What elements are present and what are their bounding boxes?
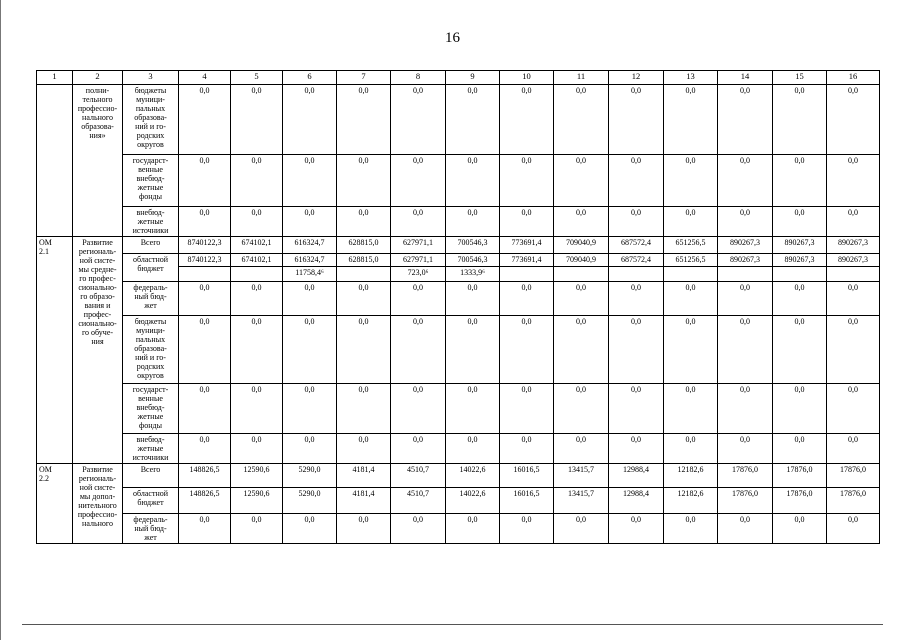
value-cell: 4510,7 (391, 488, 446, 514)
value-main: 616324,7 (283, 254, 336, 267)
value-note (181, 267, 228, 268)
value-main: 890267,3 (827, 254, 879, 267)
value-cell: 709040,9 (554, 237, 609, 254)
value-cell: 0,0 (500, 434, 554, 464)
value-cell: 0,0 (283, 155, 337, 207)
value-cell: 0,0 (391, 282, 446, 316)
funding-source-cell: внебюд- жетные источники (123, 207, 179, 237)
value-cell: 4181,4 (337, 488, 391, 514)
value-cell: 0,0 (827, 282, 880, 316)
value-cell: 0,0 (664, 155, 718, 207)
value-cell: 0,0 (391, 384, 446, 434)
value-cell (773, 254, 827, 282)
value-cell: 0,0 (827, 155, 880, 207)
value-main: 628815,0 (337, 254, 390, 267)
table-row (37, 85, 880, 155)
value-cell: 0,0 (554, 282, 609, 316)
value-cell (500, 254, 554, 282)
value-split (233, 254, 280, 268)
value-cell: 4510,7 (391, 464, 446, 488)
value-cell: 17876,0 (773, 464, 827, 488)
value-cell: 0,0 (283, 434, 337, 464)
value-split (829, 254, 877, 268)
value-cell: 12182,6 (664, 464, 718, 488)
value-cell: 0,0 (179, 514, 231, 544)
measure-code-cell: ОМ 2.1 (37, 237, 73, 464)
funding-source-cell: бюджеты муници- пальных образова- ний и го- родских округов (123, 316, 179, 384)
value-cell: 0,0 (391, 207, 446, 237)
value-cell: 890267,3 (827, 237, 880, 254)
value-main: 890267,3 (718, 254, 772, 267)
measure-code-cell: ОМ 2.2 (37, 464, 73, 544)
value-cell: 0,0 (609, 514, 664, 544)
value-split (393, 254, 443, 277)
value-cell: 0,0 (773, 85, 827, 155)
value-cell (283, 254, 337, 282)
value-cell (718, 254, 773, 282)
value-cell: 773691,4 (500, 237, 554, 254)
value-cell: 0,0 (179, 207, 231, 237)
header-row (37, 71, 880, 85)
value-cell: 12988,4 (609, 464, 664, 488)
measure-name-cell: полни- тельного профессио- нального образова- ния» (73, 85, 123, 237)
page-edge (0, 0, 1, 640)
value-note (720, 267, 770, 268)
value-cell: 0,0 (283, 207, 337, 237)
value-cell: 0,0 (609, 316, 664, 384)
value-cell: 0,0 (827, 85, 880, 155)
value-cell: 0,0 (554, 514, 609, 544)
value-cell: 0,0 (773, 282, 827, 316)
value-cell: 17876,0 (773, 488, 827, 514)
value-cell: 687572,4 (609, 237, 664, 254)
funding-source-cell: внебюд- жетные источники (123, 434, 179, 464)
value-cell: 0,0 (609, 155, 664, 207)
value-cell (664, 254, 718, 282)
value-cell: 0,0 (664, 434, 718, 464)
value-cell: 0,0 (337, 384, 391, 434)
value-note: 723,0⁶ (407, 268, 429, 277)
value-cell: 0,0 (283, 282, 337, 316)
value-cell: 12988,4 (609, 488, 664, 514)
value-cell: 17876,0 (827, 464, 880, 488)
value-cell: 0,0 (283, 85, 337, 155)
value-main: 651256,5 (664, 254, 717, 267)
value-cell: 674102,1 (231, 237, 283, 254)
value-cell: 0,0 (827, 434, 880, 464)
value-cell: 5290,0 (283, 464, 337, 488)
value-cell (446, 254, 500, 282)
value-cell: 0,0 (179, 155, 231, 207)
value-cell: 0,0 (773, 384, 827, 434)
value-note (611, 267, 661, 268)
value-cell: 12590,6 (231, 488, 283, 514)
value-cell: 0,0 (231, 514, 283, 544)
funding-source-cell: Всего (123, 464, 179, 488)
page-bottom-rule (22, 624, 883, 625)
value-cell: 0,0 (500, 207, 554, 237)
value-note (339, 267, 388, 268)
header-cell: 11 (554, 71, 609, 85)
value-cell: 0,0 (446, 155, 500, 207)
value-cell: 17876,0 (718, 464, 773, 488)
value-cell: 0,0 (554, 434, 609, 464)
value-note (233, 267, 280, 268)
table-row (37, 384, 880, 434)
funding-source-cell: областной бюджет (123, 254, 179, 282)
value-cell: 0,0 (179, 434, 231, 464)
header-cell: 14 (718, 71, 773, 85)
value-cell: 0,0 (718, 316, 773, 384)
header-cell: 12 (609, 71, 664, 85)
header-cell: 2 (73, 71, 123, 85)
value-cell (827, 254, 880, 282)
value-cell: 148826,5 (179, 488, 231, 514)
value-split (720, 254, 770, 268)
value-cell: 0,0 (827, 316, 880, 384)
funding-source-cell: федераль- ный бюд- жет (123, 514, 179, 544)
value-main: 773691,4 (500, 254, 553, 267)
value-cell: 627971,1 (391, 237, 446, 254)
value-cell: 0,0 (446, 85, 500, 155)
value-cell: 0,0 (500, 316, 554, 384)
funding-source-cell: государст- венные внебюд- жетные фонды (123, 384, 179, 434)
value-main: 700546,3 (446, 254, 499, 267)
value-cell: 0,0 (773, 514, 827, 544)
value-cell: 17876,0 (827, 488, 880, 514)
value-split (339, 254, 388, 268)
value-main: 627971,1 (391, 254, 445, 267)
value-split (666, 254, 715, 268)
value-cell: 0,0 (337, 207, 391, 237)
value-cell: 4181,4 (337, 464, 391, 488)
value-cell: 890267,3 (718, 237, 773, 254)
table-row (37, 207, 880, 237)
value-cell: 0,0 (664, 85, 718, 155)
measure-name-cell: Развитие региональ- ной систе- мы допол- нительного профессио- нального (73, 464, 123, 544)
value-cell: 14022,6 (446, 488, 500, 514)
value-cell: 0,0 (718, 384, 773, 434)
value-cell: 0,0 (179, 282, 231, 316)
header-cell: 13 (664, 71, 718, 85)
value-cell: 0,0 (609, 282, 664, 316)
value-split (448, 254, 497, 277)
value-main: 687572,4 (609, 254, 663, 267)
value-cell: 0,0 (179, 384, 231, 434)
value-cell (391, 254, 446, 282)
table-row (37, 316, 880, 384)
value-cell: 0,0 (773, 316, 827, 384)
value-cell: 0,0 (337, 282, 391, 316)
value-cell: 0,0 (500, 155, 554, 207)
value-cell: 0,0 (554, 85, 609, 155)
value-cell: 0,0 (231, 155, 283, 207)
value-cell: 0,0 (773, 155, 827, 207)
page-number: 16 (445, 30, 460, 46)
value-cell: 0,0 (664, 316, 718, 384)
value-cell: 0,0 (718, 282, 773, 316)
value-cell: 0,0 (231, 384, 283, 434)
value-cell: 0,0 (283, 514, 337, 544)
table-row (37, 464, 880, 488)
value-cell: 0,0 (554, 207, 609, 237)
value-cell: 890267,3 (773, 237, 827, 254)
value-cell: 616324,7 (283, 237, 337, 254)
value-cell: 0,0 (283, 316, 337, 384)
value-cell: 0,0 (718, 155, 773, 207)
funding-source-cell: Всего (123, 237, 179, 254)
header-cell: 4 (179, 71, 231, 85)
value-cell: 0,0 (609, 384, 664, 434)
value-note (775, 267, 824, 268)
value-cell: 0,0 (337, 514, 391, 544)
value-cell: 0,0 (283, 384, 337, 434)
table-row (37, 155, 880, 207)
table-row (37, 282, 880, 316)
header-cell: 10 (500, 71, 554, 85)
value-cell (609, 254, 664, 282)
value-cell: 0,0 (231, 316, 283, 384)
header-cell: 16 (827, 71, 880, 85)
value-cell: 0,0 (446, 207, 500, 237)
value-cell: 12590,6 (231, 464, 283, 488)
value-cell: 0,0 (609, 85, 664, 155)
value-cell: 148826,5 (179, 464, 231, 488)
value-cell: 16016,5 (500, 488, 554, 514)
value-cell: 0,0 (500, 85, 554, 155)
value-cell: 0,0 (773, 434, 827, 464)
header-cell: 8 (391, 71, 446, 85)
value-cell: 0,0 (446, 384, 500, 434)
header-cell: 5 (231, 71, 283, 85)
value-cell: 14022,6 (446, 464, 500, 488)
value-note: 1333,9⁶ (460, 268, 485, 277)
value-cell: 0,0 (337, 155, 391, 207)
value-note (829, 267, 877, 268)
value-cell: 0,0 (609, 434, 664, 464)
value-cell: 0,0 (337, 316, 391, 384)
value-cell: 0,0 (337, 85, 391, 155)
value-main: 8740122,3 (179, 254, 230, 267)
value-cell: 0,0 (664, 282, 718, 316)
value-cell: 0,0 (827, 514, 880, 544)
funding-source-cell: государст- венные внебюд- жетные фонды (123, 155, 179, 207)
value-cell: 0,0 (337, 434, 391, 464)
table-row (37, 434, 880, 464)
value-cell: 0,0 (718, 85, 773, 155)
value-cell: 0,0 (827, 384, 880, 434)
header-cell: 6 (283, 71, 337, 85)
value-cell: 0,0 (500, 384, 554, 434)
value-cell: 0,0 (500, 514, 554, 544)
header-cell: 1 (37, 71, 73, 85)
value-split (775, 254, 824, 268)
value-cell: 0,0 (179, 85, 231, 155)
value-cell: 0,0 (718, 207, 773, 237)
header-cell: 3 (123, 71, 179, 85)
value-cell: 0,0 (446, 316, 500, 384)
value-cell: 0,0 (554, 384, 609, 434)
value-main: 674102,1 (231, 254, 282, 267)
value-cell (179, 254, 231, 282)
value-cell: 0,0 (500, 282, 554, 316)
value-cell: 0,0 (231, 207, 283, 237)
value-cell: 0,0 (391, 316, 446, 384)
value-main: 709040,9 (554, 254, 608, 267)
value-split (285, 254, 334, 277)
value-cell: 0,0 (179, 316, 231, 384)
table-row (37, 488, 880, 514)
value-cell: 0,0 (554, 155, 609, 207)
value-cell: 0,0 (231, 85, 283, 155)
value-cell (231, 254, 283, 282)
value-split (611, 254, 661, 268)
value-cell: 12182,6 (664, 488, 718, 514)
value-cell: 0,0 (827, 207, 880, 237)
value-cell: 0,0 (446, 282, 500, 316)
value-cell: 700546,3 (446, 237, 500, 254)
value-cell: 8740122,3 (179, 237, 231, 254)
value-split (181, 254, 228, 268)
value-cell: 0,0 (231, 434, 283, 464)
value-cell: 0,0 (391, 155, 446, 207)
value-cell: 0,0 (718, 514, 773, 544)
value-cell: 0,0 (391, 434, 446, 464)
value-cell: 16016,5 (500, 464, 554, 488)
header-cell: 7 (337, 71, 391, 85)
value-cell: 17876,0 (718, 488, 773, 514)
funding-source-cell: бюджеты муници- пальных образова- ний и го- родских округов (123, 85, 179, 155)
value-cell: 0,0 (609, 207, 664, 237)
value-split (502, 254, 551, 268)
table-row (37, 237, 880, 254)
value-cell: 0,0 (231, 282, 283, 316)
value-cell: 628815,0 (337, 237, 391, 254)
header-cell: 9 (446, 71, 500, 85)
measure-code-cell (37, 85, 73, 237)
value-cell: 13415,7 (554, 488, 609, 514)
value-cell: 0,0 (664, 384, 718, 434)
value-cell: 0,0 (446, 434, 500, 464)
value-note (666, 267, 715, 268)
header-cell: 15 (773, 71, 827, 85)
value-cell (554, 254, 609, 282)
value-cell: 0,0 (391, 85, 446, 155)
value-note (502, 267, 551, 268)
value-cell: 0,0 (773, 207, 827, 237)
value-cell: 0,0 (554, 316, 609, 384)
budget-table (36, 70, 880, 544)
value-note (556, 267, 606, 268)
value-cell: 651256,5 (664, 237, 718, 254)
value-cell: 0,0 (446, 514, 500, 544)
funding-source-cell: федераль- ный бюд- жет (123, 282, 179, 316)
value-split (556, 254, 606, 268)
value-main: 890267,3 (773, 254, 826, 267)
value-cell: 0,0 (664, 514, 718, 544)
value-cell (337, 254, 391, 282)
value-cell: 0,0 (718, 434, 773, 464)
table-row (37, 254, 880, 282)
value-cell: 5290,0 (283, 488, 337, 514)
value-cell: 0,0 (391, 514, 446, 544)
measure-name-cell: Развитие региональ- ной систе- мы средне- го профес- сионально- го образо- вания и профес- сионально- го обуче- ния (73, 237, 123, 464)
table-row (37, 514, 880, 544)
value-cell: 0,0 (664, 207, 718, 237)
funding-source-cell: областной бюджет (123, 488, 179, 514)
value-cell: 13415,7 (554, 464, 609, 488)
value-note: 11758,4⁶ (295, 268, 324, 277)
